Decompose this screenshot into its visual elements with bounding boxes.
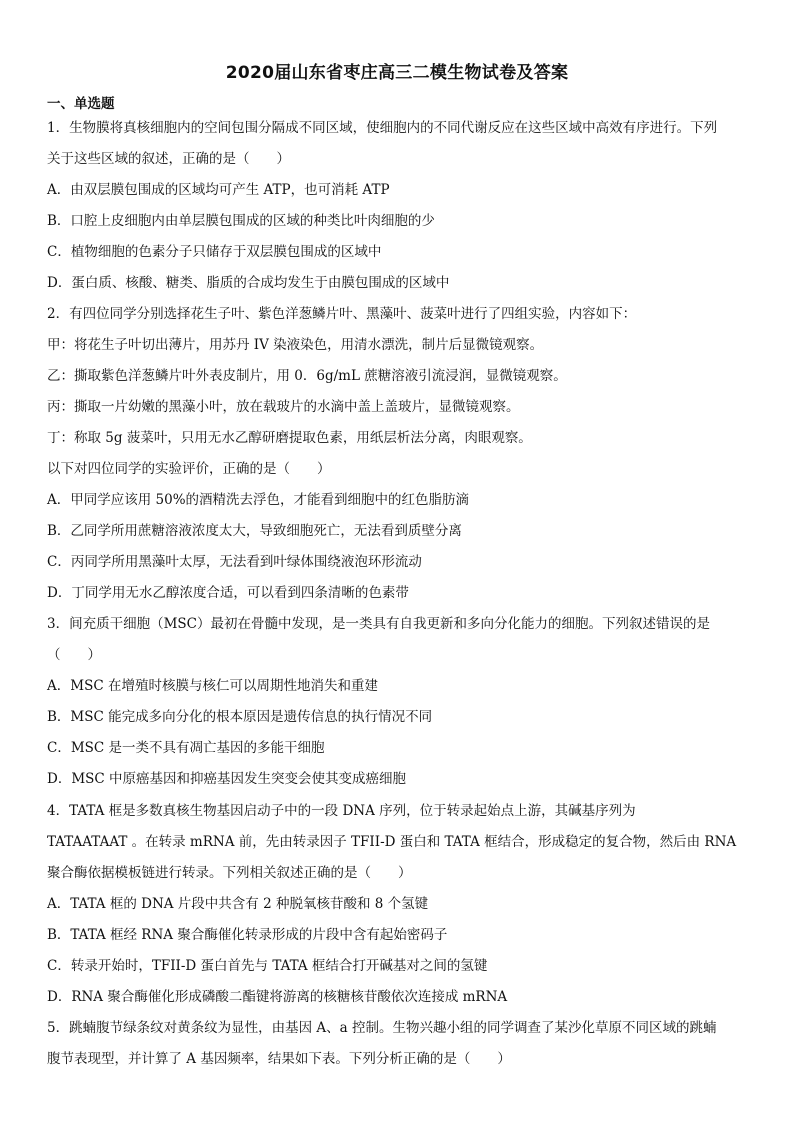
question-4-stem: TATAATAAT 。在转录 mRNA 前，先由转录因子 TFII-D 蛋白和 TATA 框结合，形成稳定的复合物，然后由 RNA bbox=[47, 834, 737, 850]
question-2-stem: 甲：将花生子叶切出薄片，用苏丹 IV 染液染色，用清水漂洗，制片后显微镜观察。 bbox=[47, 337, 544, 353]
question-5-stem: 腹节表现型，并计算了 A 基因频率，结果如下表。下列分析正确的是（ ） bbox=[47, 1051, 511, 1067]
question-4-stem: 聚合酶依据模板链进行转录。下列相关叙述正确的是（ ） bbox=[47, 865, 412, 881]
question-5-stem: 5．跳蝻腹节绿条纹对黄条纹为显性，由基因 A、a 控制。生物兴趣小组的同学调查了某沙化草原不同区域的跳蝻 bbox=[47, 1020, 717, 1036]
question-1-option-a: A．由双层膜包围成的区域均可产生 ATP，也可消耗 ATP bbox=[47, 182, 390, 198]
question-3-option-c: C．MSC 是一类不具有凋亡基因的多能干细胞 bbox=[47, 740, 325, 756]
question-4-option-c: C．转录开始时，TFII-D 蛋白首先与 TATA 框结合打开碱基对之间的氢键 bbox=[47, 958, 488, 974]
question-1-stem: 1．生物膜将真核细胞内的空间包围分隔成不同区域，使细胞内的不同代谢反应在这些区域中高效有序进行。下列 bbox=[47, 120, 718, 136]
question-3-stem: （ ） bbox=[47, 647, 101, 663]
question-2-option-d: D．丁同学用无水乙醇浓度合适，可以看到四条清晰的色素带 bbox=[47, 585, 409, 601]
question-4-stem: 4．TATA 框是多数真核生物基因启动子中的一段 DNA 序列，位于转录起始点上游，其碱基序列为 bbox=[47, 803, 636, 819]
question-2-stem: 乙：撕取紫色洋葱鳞片叶外表皮制片，用 0．6g/mL 蔗糖溶液引流浸润，显微镜观察。 bbox=[47, 368, 567, 384]
section-heading: 一、单选题 bbox=[47, 96, 115, 112]
question-1-option-b: B．口腔上皮细胞内由单层膜包围成的区域的种类比叶肉细胞的少 bbox=[47, 213, 435, 229]
question-3-option-a: A．MSC 在增殖时核膜与核仁可以周期性地消失和重建 bbox=[47, 678, 378, 694]
question-2-stem: 丁：称取 5g 菠菜叶，只用无水乙醇研磨提取色素，用纸层析法分离，肉眼观察。 bbox=[47, 430, 532, 446]
question-4-option-b: B．TATA 框经 RNA 聚合酶催化转录形成的片段中含有起始密码子 bbox=[47, 927, 448, 943]
question-1-stem: 关于这些区域的叙述，正确的是（ ） bbox=[47, 151, 290, 167]
question-3-option-b: B．MSC 能完成多向分化的根本原因是遗传信息的执行情况不同 bbox=[47, 709, 433, 725]
page-title: 2020届山东省枣庄高三二模生物试卷及答案 bbox=[225, 63, 569, 83]
question-2-option-c: C．丙同学所用黑藻叶太厚，无法看到叶绿体围绕液泡环形流动 bbox=[47, 554, 422, 570]
question-2-option-a: A．甲同学应该用 50%的酒精洗去浮色，才能看到细胞中的红色脂肪滴 bbox=[47, 492, 470, 508]
question-4-option-d: D．RNA 聚合酶催化形成磷酸二酯键将游离的核糖核苷酸依次连接成 mRNA bbox=[47, 989, 508, 1005]
question-2-stem: 丙：撕取一片幼嫩的黑藻小叶，放在载玻片的水滴中盖上盖玻片，显微镜观察。 bbox=[47, 399, 520, 415]
question-1-option-d: D．蛋白质、核酸、糖类、脂质的合成均发生于由膜包围成的区域中 bbox=[47, 275, 450, 291]
question-2-option-b: B．乙同学所用蔗糖溶液浓度太大，导致细胞死亡，无法看到质壁分离 bbox=[47, 523, 462, 539]
question-2-stem: 以下对四位同学的实验评价，正确的是（ ） bbox=[47, 461, 331, 477]
question-3-option-d: D．MSC 中原癌基因和抑癌基因发生突变会使其变成癌细胞 bbox=[47, 771, 407, 787]
question-3-stem: 3．间充质干细胞（MSC）最初在骨髓中发现，是一类具有自我更新和多向分化能力的细胞。下列叙述错误的是 bbox=[47, 616, 710, 632]
question-4-option-a: A．TATA 框的 DNA 片段中共含有 2 种脱氧核苷酸和 8 个氢键 bbox=[47, 896, 429, 912]
question-2-stem: 2．有四位同学分别选择花生子叶、紫色洋葱鳞片叶、黑藻叶、菠菜叶进行了四组实验，内容如下： bbox=[47, 306, 637, 322]
question-1-option-c: C．植物细胞的色素分子只储存于双层膜包围成的区域中 bbox=[47, 244, 382, 260]
